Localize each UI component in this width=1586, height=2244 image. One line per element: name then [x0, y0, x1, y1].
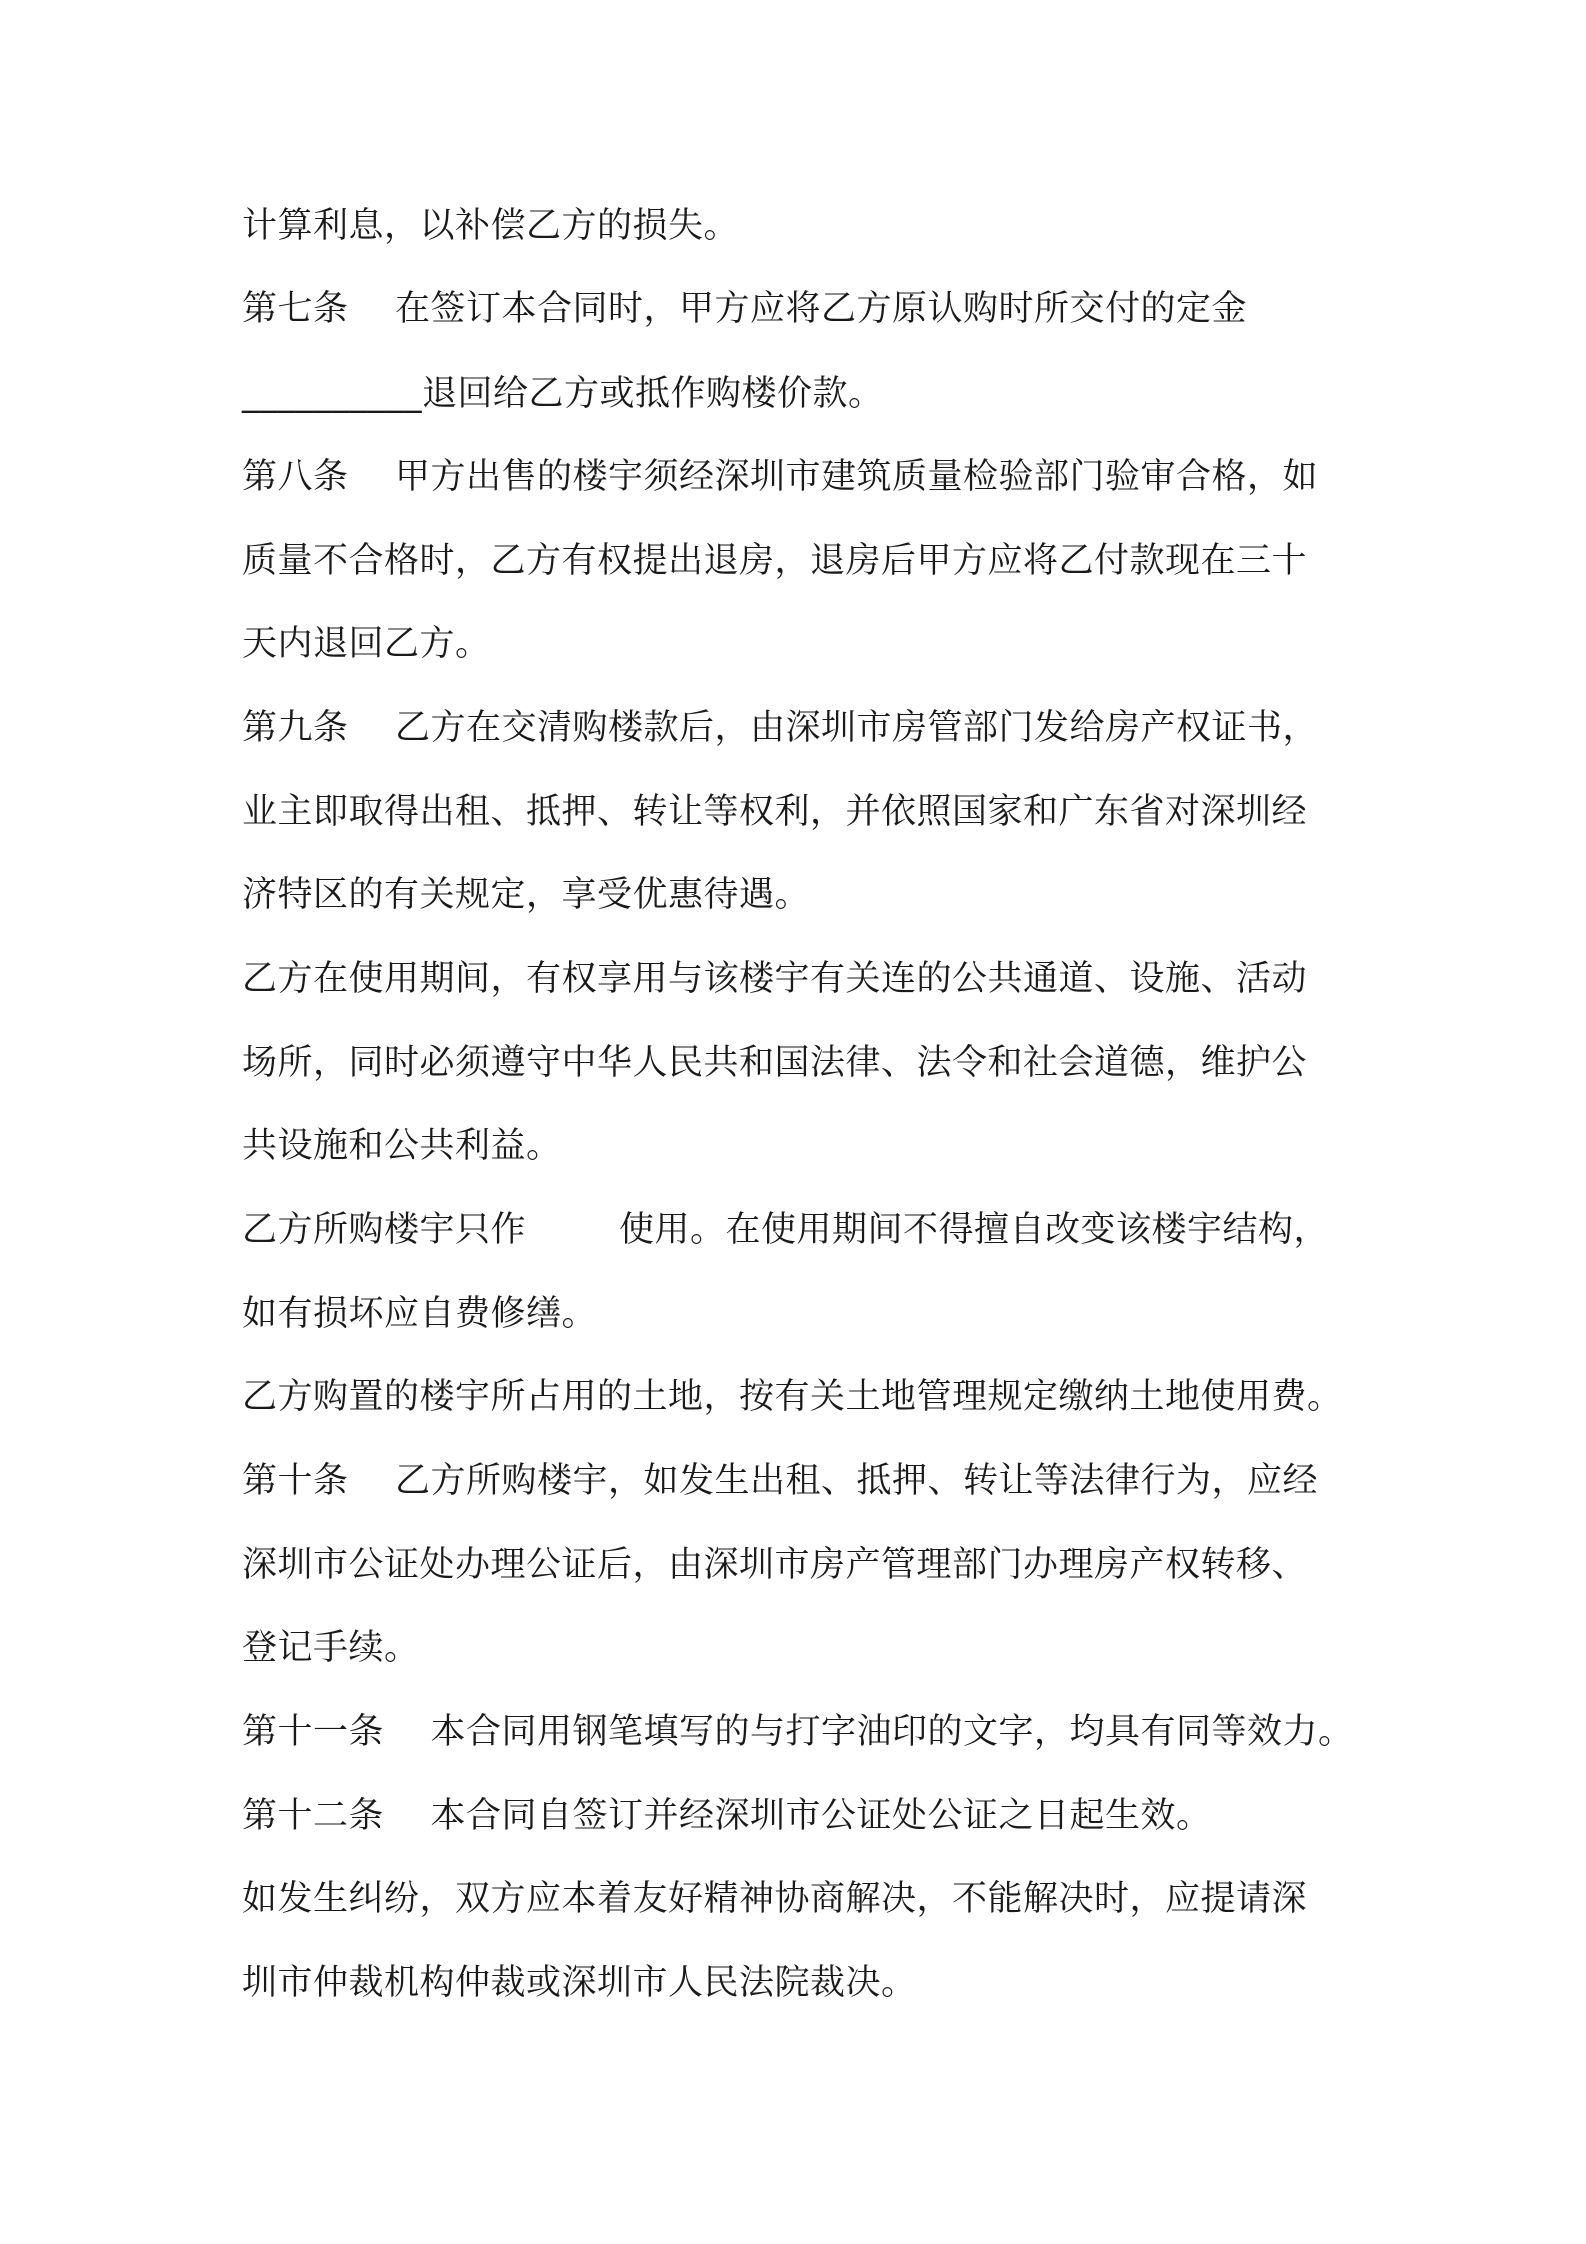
article-10-line: 第十条 乙方所购楼宇，如发生出租、抵押、转让等法律行为，应经 [242, 1461, 1319, 1501]
text-line: 天内退回乙方。 [242, 624, 491, 664]
text-line: 业主即取得出租、抵押、转让等权利，并依照国家和广东省对深圳经 [242, 792, 1308, 832]
article-7-line: 第七条 在签订本合同时，甲方应将乙方原认购时所交付的定金 [242, 289, 1248, 329]
article-12-line: 第十二条 本合同自签订并经深圳市公证处公证之日起生效。 [242, 1796, 1212, 1836]
text-line: 登记手续。 [242, 1628, 420, 1668]
article-11-line: 第十一条 本合同用钢笔填写的与打字油印的文字，均具有同等效力。 [242, 1712, 1354, 1752]
text-line: 济特区的有关规定，享受优惠待遇。 [242, 875, 811, 915]
article-8-line: 第八条 甲方出售的楼宇须经深圳市建筑质量检验部门验审合格，如 [242, 457, 1319, 497]
text-line: 质量不合格时，乙方有权提出退房，退房后甲方应将乙付款现在三十 [242, 541, 1308, 581]
text-line: 乙方所购楼宇只作 使用。在使用期间不得擅自改变该楼宇结构， [242, 1210, 1330, 1250]
text-line: 如有损坏应自费修缮。 [242, 1294, 598, 1334]
text-line: 乙方购置的楼宇所占用的土地，按有关土地管理规定缴纳土地使用费。 [242, 1377, 1343, 1417]
text-line: 深圳市公证处办理公证后，由深圳市房产管理部门办理房产权转移、 [242, 1545, 1308, 1585]
text-line: __________退回给乙方或抵作购楼价款。 [242, 374, 884, 414]
text-line: 圳市仲裁机构仲裁或深圳市人民法院裁决。 [242, 1963, 917, 2003]
text-line: 共设施和公共利益。 [242, 1126, 562, 1166]
text-line: 如发生纠纷，双方应本着友好精神协商解决，不能解决时，应提请深 [242, 1879, 1308, 1919]
text-line: 场所，同时必须遵守中华人民共和国法律、法令和社会道德，维护公 [242, 1043, 1308, 1083]
article-9-line: 第九条 乙方在交清购楼款后，由深圳市房管部门发给房产权证书， [242, 708, 1319, 748]
text-line: 乙方在使用期间，有权享用与该楼宇有关连的公共通道、设施、活动 [242, 959, 1308, 999]
text-line: 计算利息，以补偿乙方的损失。 [242, 206, 740, 246]
